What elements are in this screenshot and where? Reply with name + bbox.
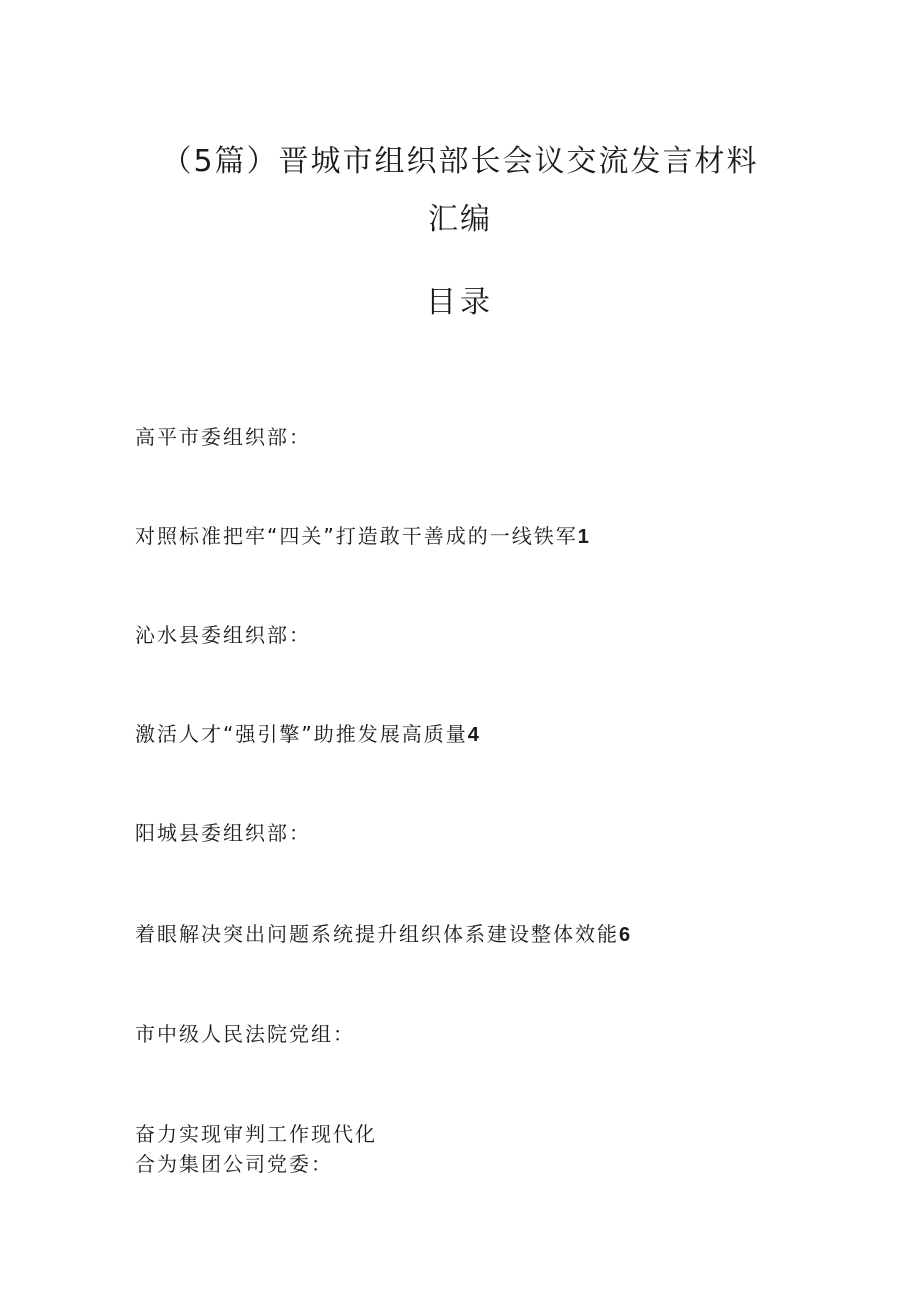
toc-entry-text: 对照标准把牢“四关”打造敢干善成的一线铁军 — [135, 524, 578, 548]
toc-entry-text: 合为集团公司党委： — [135, 1152, 333, 1176]
toc-entry-text: 激活人才“强引擎”助推发展高质量 — [135, 722, 468, 746]
document-title-line-2: 汇编 — [428, 202, 492, 237]
toc-entry-text: 着眼解决突出问题系统提升组织体系建设整体效能 — [135, 922, 619, 946]
toc-entry-text: 阳城县委组织部： — [135, 821, 311, 845]
toc-entry-text: 沁水县委组织部： — [135, 623, 311, 647]
toc-page-number: 6 — [619, 924, 631, 946]
toc-page-number: 4 — [467, 724, 479, 746]
toc-entry-unit — [135, 1020, 355, 1049]
toc-entry-article[interactable] — [135, 1120, 377, 1149]
toc-entry-article[interactable] — [135, 920, 630, 949]
toc-entry-text: 奋力实现审判工作现代化 — [135, 1122, 377, 1146]
toc-page-number: 1 — [577, 526, 589, 548]
toc-entry-text: 市中级人民法院党组： — [135, 1022, 355, 1046]
toc-entry-unit — [135, 1150, 333, 1179]
toc-entry-unit — [135, 423, 311, 452]
toc-entry-unit — [135, 621, 311, 650]
toc-entry-text: 高平市委组织部： — [135, 425, 311, 449]
toc-entry-unit — [135, 819, 311, 848]
toc-entry-article[interactable] — [135, 720, 479, 749]
document-title-line-1: （5篇）晋城市组织部长会议交流发言材料 — [161, 144, 759, 179]
toc-heading: 目录 — [426, 285, 494, 320]
toc-entry-article[interactable] — [135, 522, 589, 551]
